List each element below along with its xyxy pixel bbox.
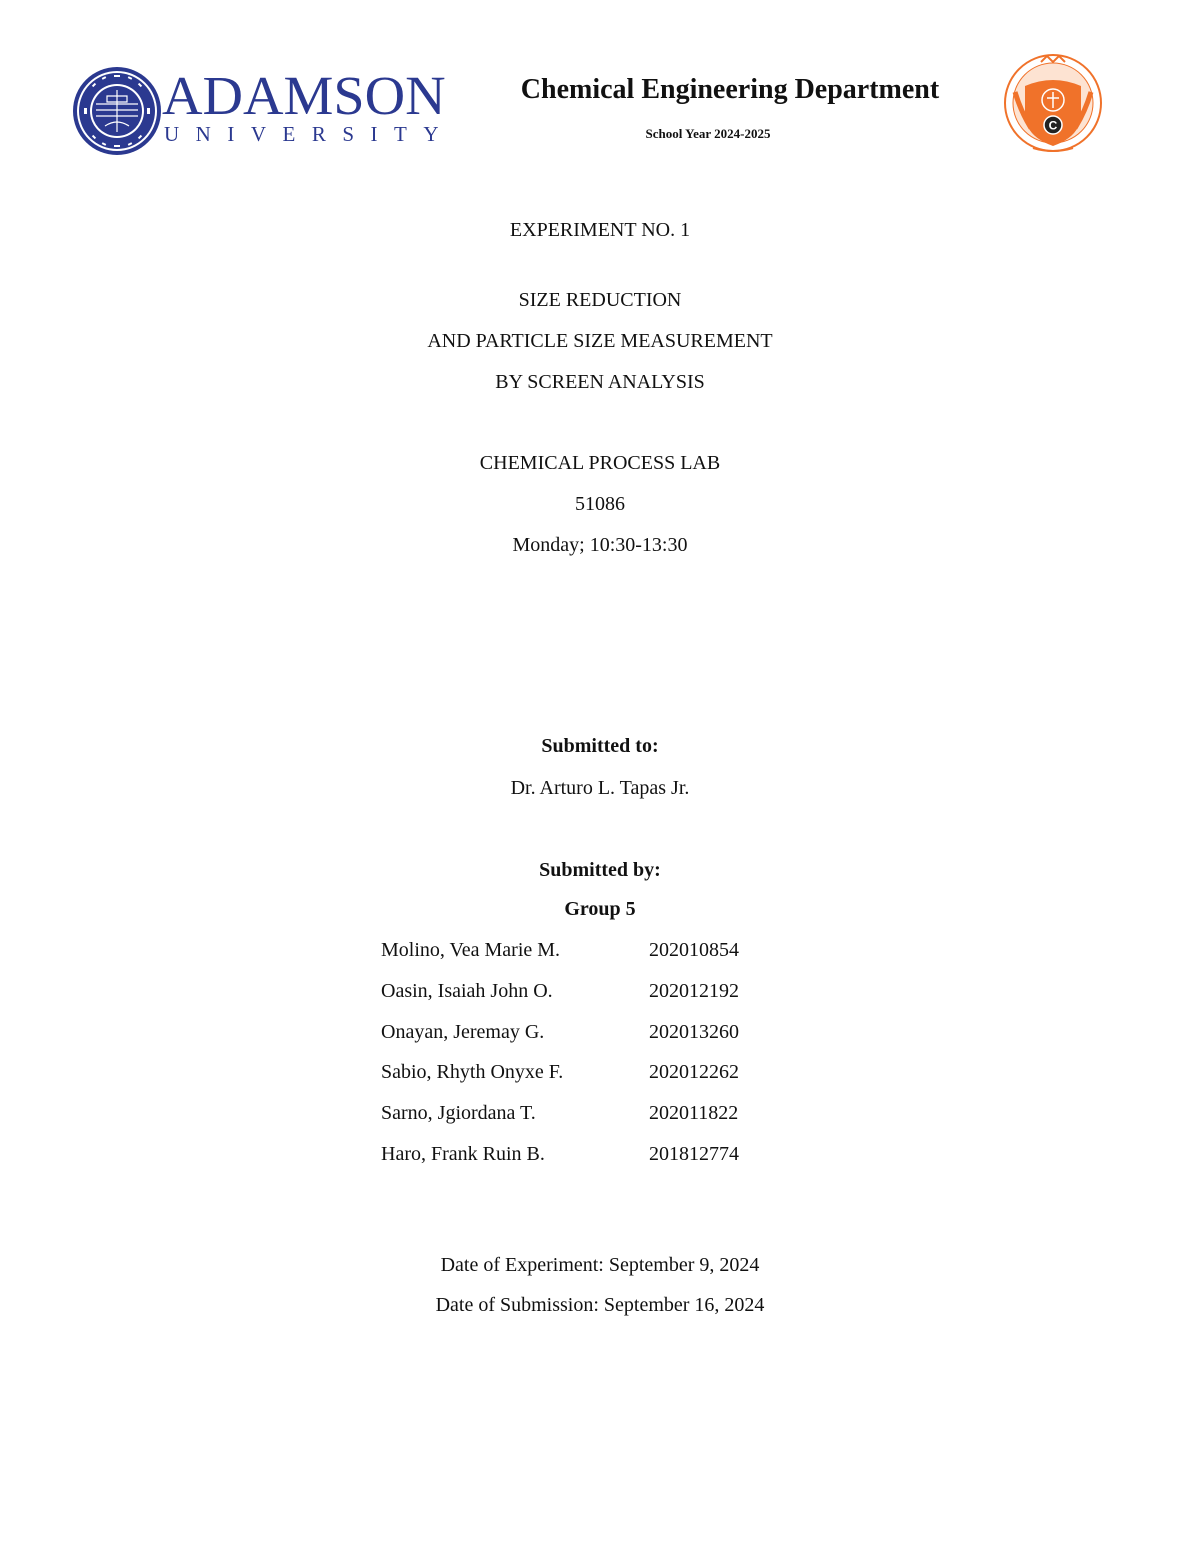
adamson-wordmark <box>162 65 464 146</box>
member-id: 202013260 <box>649 1021 739 1043</box>
experiment-number: EXPERIMENT NO. 1 <box>509 219 691 241</box>
experiment-title-line-2: AND PARTICLE SIZE MEASUREMENT <box>427 330 773 352</box>
member-id: 202012262 <box>649 1061 739 1083</box>
submitted-to-label: Submitted to: <box>541 735 659 757</box>
adamson-seal-logo <box>72 66 162 156</box>
member-name: Molino, Vea Marie M. <box>381 939 561 961</box>
experiment-title-line-1: SIZE REDUCTION <box>518 289 682 311</box>
department-title: Chemical Engineering Department <box>520 74 940 105</box>
university-subtitle: UNIVERSITY <box>164 122 455 146</box>
member-id: 202011822 <box>649 1102 739 1124</box>
course-schedule: Monday; 10:30-13:30 <box>512 534 688 556</box>
experiment-title-line-3: BY SCREEN ANALYSIS <box>495 371 705 393</box>
school-year: School Year 2024-2025 <box>645 126 771 141</box>
chemical-engineering-seal-logo <box>1003 52 1103 154</box>
member-name: Haro, Frank Ruin B. <box>381 1143 545 1165</box>
instructor-name: Dr. Arturo L. Tapas Jr. <box>510 777 690 799</box>
member-id: 202012192 <box>649 980 739 1002</box>
group-name: Group 5 <box>564 898 636 920</box>
submitted-by-label: Submitted by: <box>539 859 661 881</box>
course-code: 51086 <box>575 493 625 515</box>
member-name: Sarno, Jgiordana T. <box>381 1102 536 1124</box>
course-name: CHEMICAL PROCESS LAB <box>479 452 721 474</box>
member-id: 201812774 <box>649 1143 739 1165</box>
member-name: Oasin, Isaiah John O. <box>381 980 553 1002</box>
svg-text:C: C <box>1048 118 1058 133</box>
member-name: Onayan, Jeremay G. <box>381 1021 545 1043</box>
date-of-experiment: Date of Experiment: September 9, 2024 <box>440 1254 760 1276</box>
university-name: ADAMSON <box>162 65 446 126</box>
letterhead <box>0 0 1200 170</box>
date-of-submission: Date of Submission: September 16, 2024 <box>435 1294 765 1316</box>
member-name: Sabio, Rhyth Onyxe F. <box>381 1061 564 1083</box>
member-id: 202010854 <box>649 939 739 961</box>
